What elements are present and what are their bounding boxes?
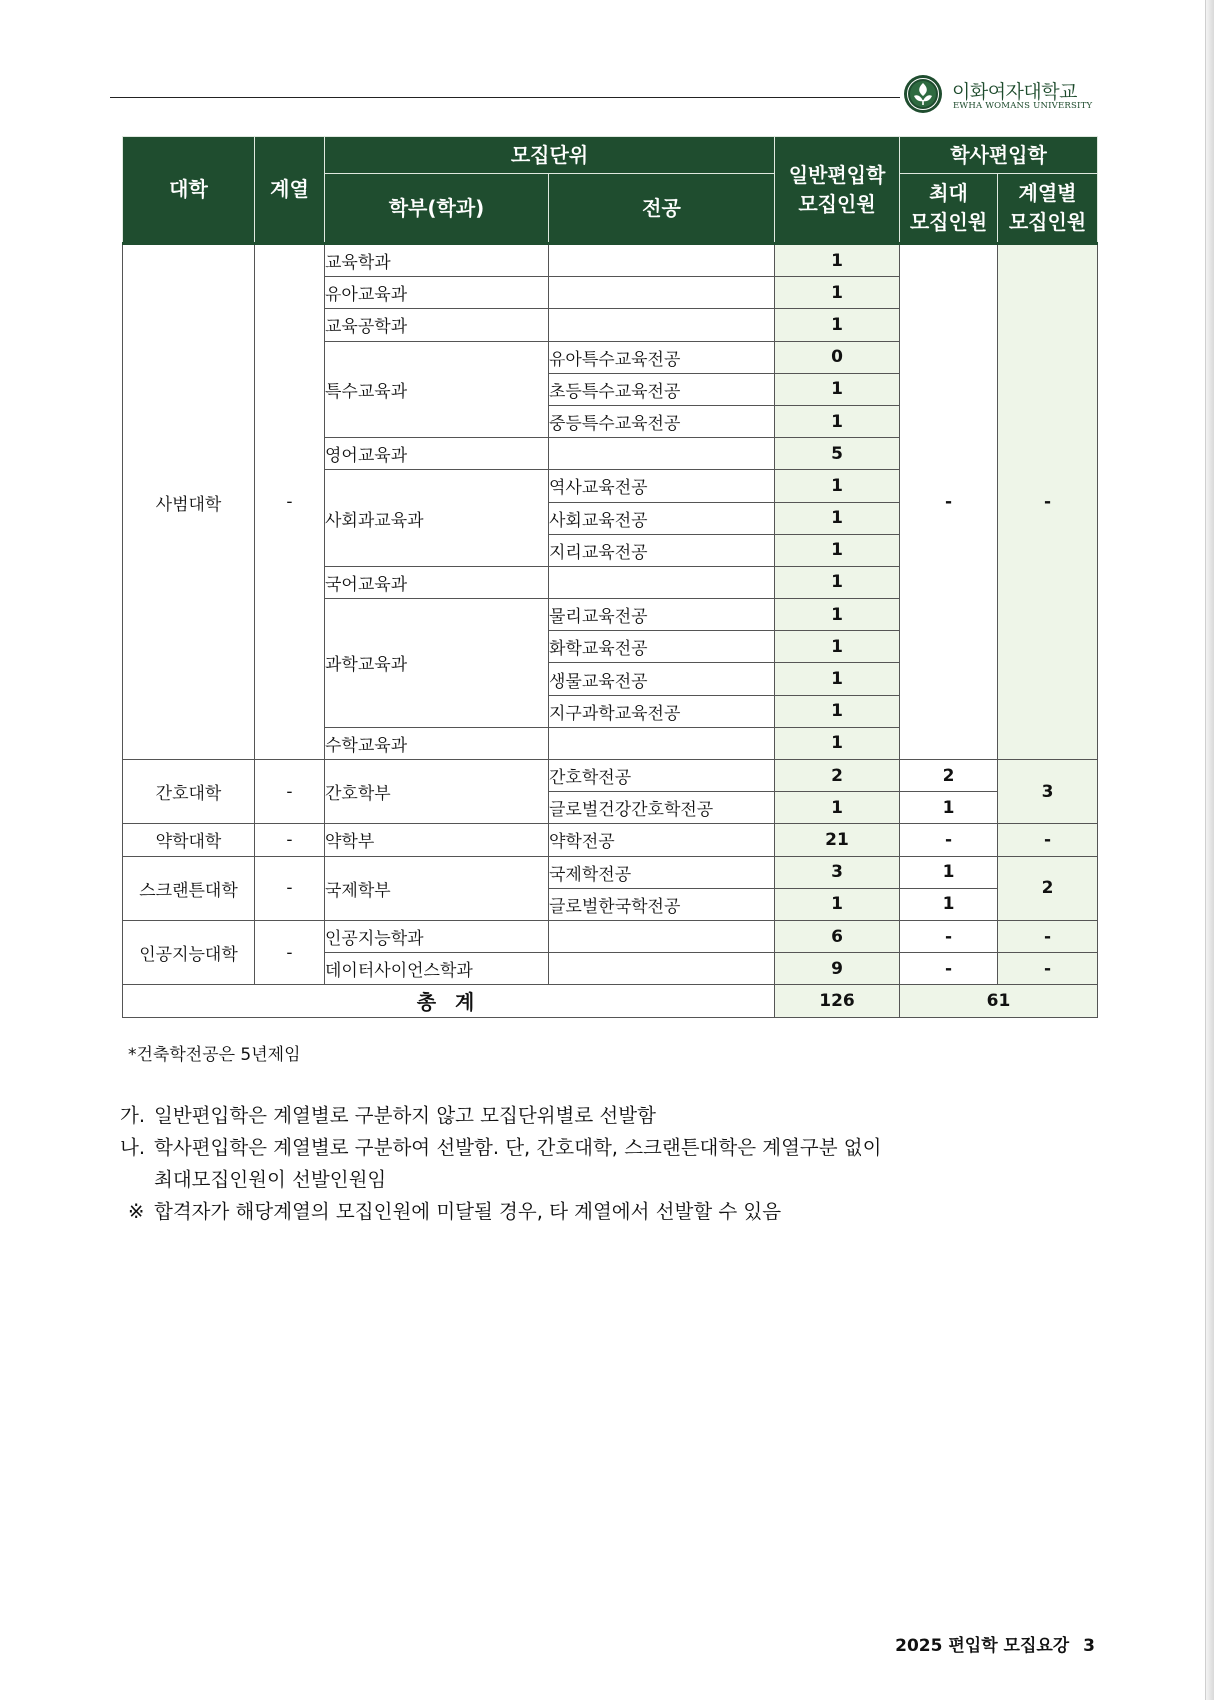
byseries-count-cell: - [998, 824, 1098, 856]
general-count-cell: 1 [775, 695, 900, 727]
general-count-cell: 1 [775, 502, 900, 534]
logo-english-text: EWHA WOMANS UNIVERSITY [953, 101, 1093, 111]
major-cell: 물리교육전공 [549, 599, 775, 631]
header-general-line2: 모집인원 [798, 191, 876, 216]
list-text: 최대모집인원이 선발인원임 [154, 1168, 387, 1191]
max-count-cell: 2 [900, 760, 998, 792]
general-count-cell: 1 [775, 663, 900, 695]
list-text: 학사편입학은 계열별로 구분하여 선발함. 단, 간호대학, 스크랜튼대학은 계열구분 없이 [154, 1136, 882, 1159]
table-row [123, 760, 1098, 792]
college-cell: 인공지능대학 [123, 920, 255, 984]
series-cell: - [255, 824, 325, 856]
dept-cell: 영어교육과 [325, 438, 549, 470]
college-cell: 스크랜튼대학 [123, 856, 255, 920]
general-count-cell: 1 [775, 792, 900, 824]
major-cell [549, 566, 775, 598]
dept-cell: 과학교육과 [325, 599, 549, 728]
header-general-line1: 일반편입학 [788, 162, 886, 187]
total-row [123, 985, 1098, 1017]
byseries-count-cell: 3 [998, 760, 1098, 824]
header-byseries-recruit [998, 174, 1098, 244]
series-cell: - [255, 920, 325, 984]
major-cell [549, 438, 775, 470]
general-count-cell: 6 [775, 920, 900, 952]
page-number: 3 [1083, 1636, 1095, 1656]
footer-title: 2025 편입학 모집요강 [895, 1636, 1070, 1656]
general-count-cell: 1 [775, 888, 900, 920]
page-footer [887, 1631, 1095, 1656]
byseries-count-cell: - [998, 920, 1098, 952]
dept-cell: 교육공학과 [325, 309, 549, 341]
recruitment-table [122, 136, 1098, 1018]
major-cell: 사회교육전공 [549, 502, 775, 534]
list-item [120, 1100, 1100, 1132]
series-cell: - [255, 244, 325, 760]
major-cell: 유아특수교육전공 [549, 341, 775, 373]
max-count-cell: - [900, 920, 998, 952]
major-cell [549, 244, 775, 277]
major-cell: 역사교육전공 [549, 470, 775, 502]
dept-cell: 간호학부 [325, 760, 549, 824]
max-count-cell: - [900, 953, 998, 985]
dept-cell: 국제학부 [325, 856, 549, 920]
major-cell: 생물교육전공 [549, 663, 775, 695]
dept-cell: 사회과교육과 [325, 470, 549, 567]
series-cell: - [255, 856, 325, 920]
notes-list [120, 1100, 1100, 1228]
general-count-cell: 1 [775, 244, 900, 277]
university-seal-icon [903, 74, 943, 114]
max-count-cell: 1 [900, 792, 998, 824]
page-edge [1205, 0, 1214, 1700]
total-general-cell: 126 [775, 985, 900, 1017]
total-bachelor-cell: 61 [900, 985, 1098, 1017]
general-count-cell: 1 [775, 470, 900, 502]
general-count-cell: 9 [775, 953, 900, 985]
list-item [120, 1132, 1100, 1164]
major-cell [549, 953, 775, 985]
list-item [120, 1196, 1100, 1228]
dept-cell: 인공지능학과 [325, 920, 549, 952]
byseries-count-cell: - [998, 953, 1098, 985]
max-count-cell: 1 [900, 888, 998, 920]
dept-cell: 국어교육과 [325, 566, 549, 598]
list-text: 일반편입학은 계열별로 구분하지 않고 모집단위별로 선발함 [154, 1104, 656, 1127]
major-cell [549, 309, 775, 341]
major-cell: 약학전공 [549, 824, 775, 856]
general-count-cell: 21 [775, 824, 900, 856]
max-count-cell: - [900, 244, 998, 760]
list-marker: 가. [120, 1104, 146, 1127]
major-cell: 지구과학교육전공 [549, 695, 775, 727]
general-count-cell: 1 [775, 599, 900, 631]
general-count-cell: 1 [775, 373, 900, 405]
max-count-cell: - [900, 824, 998, 856]
major-cell: 간호학전공 [549, 760, 775, 792]
list-text: 합격자가 해당계열의 모집인원에 미달될 경우, 타 계열에서 선발할 수 있음 [154, 1200, 782, 1223]
general-count-cell: 5 [775, 438, 900, 470]
header-series: 계열 [255, 137, 325, 244]
university-logo [903, 74, 1093, 116]
header-byseries-line2: 모집인원 [1008, 210, 1087, 234]
header-bachelor-group: 학사편입학 [900, 137, 1098, 174]
table-row [123, 244, 1098, 277]
major-cell: 화학교육전공 [549, 631, 775, 663]
footnote: *건축학전공은 5년제임 [128, 1045, 301, 1065]
max-count-cell: 1 [900, 856, 998, 888]
dept-cell: 데이터사이언스학과 [325, 953, 549, 985]
header-college: 대학 [123, 137, 255, 244]
header-unit-group: 모집단위 [325, 137, 775, 174]
general-count-cell: 1 [775, 405, 900, 437]
general-count-cell: 1 [775, 309, 900, 341]
header-rule [110, 97, 900, 98]
dept-cell: 약학부 [325, 824, 549, 856]
dept-cell: 유아교육과 [325, 277, 549, 309]
dept-cell: 특수교육과 [325, 341, 549, 438]
college-cell: 약학대학 [123, 824, 255, 856]
header-byseries-line1: 계열별 [1018, 181, 1077, 205]
major-cell: 글로벌한국학전공 [549, 888, 775, 920]
major-cell [549, 727, 775, 759]
general-count-cell: 1 [775, 534, 900, 566]
header-department: 학부(학과) [325, 174, 549, 244]
major-cell [549, 920, 775, 952]
series-cell: - [255, 760, 325, 824]
table-row [123, 824, 1098, 856]
general-count-cell: 1 [775, 631, 900, 663]
general-count-cell: 0 [775, 341, 900, 373]
list-marker: 나. [120, 1136, 146, 1159]
general-count-cell: 1 [775, 566, 900, 598]
logo-korean-text: 이화여자대학교 [952, 81, 1077, 103]
major-cell: 글로벌건강간호학전공 [549, 792, 775, 824]
major-cell: 초등특수교육전공 [549, 373, 775, 405]
major-cell: 지리교육전공 [549, 534, 775, 566]
header-max-line1: 최대 [929, 181, 968, 205]
dept-cell: 교육학과 [325, 244, 549, 277]
general-count-cell: 3 [775, 856, 900, 888]
header-general-transfer [775, 137, 900, 244]
college-cell: 간호대학 [123, 760, 255, 824]
major-cell [549, 277, 775, 309]
dept-cell: 수학교육과 [325, 727, 549, 759]
table-row [123, 856, 1098, 888]
major-cell: 중등특수교육전공 [549, 405, 775, 437]
general-count-cell: 2 [775, 760, 900, 792]
byseries-count-cell: - [998, 244, 1098, 760]
major-cell: 국제학전공 [549, 856, 775, 888]
list-item [120, 1164, 1100, 1196]
header-max-line2: 모집인원 [909, 210, 988, 234]
general-count-cell: 1 [775, 277, 900, 309]
table-row [123, 920, 1098, 952]
general-count-cell: 1 [775, 727, 900, 759]
college-cell: 사범대학 [123, 244, 255, 760]
byseries-count-cell: 2 [998, 856, 1098, 920]
header-max-recruit [900, 174, 998, 244]
header-major: 전공 [549, 174, 775, 244]
list-marker: ※ [128, 1200, 145, 1223]
total-label: 총 계 [123, 985, 775, 1017]
